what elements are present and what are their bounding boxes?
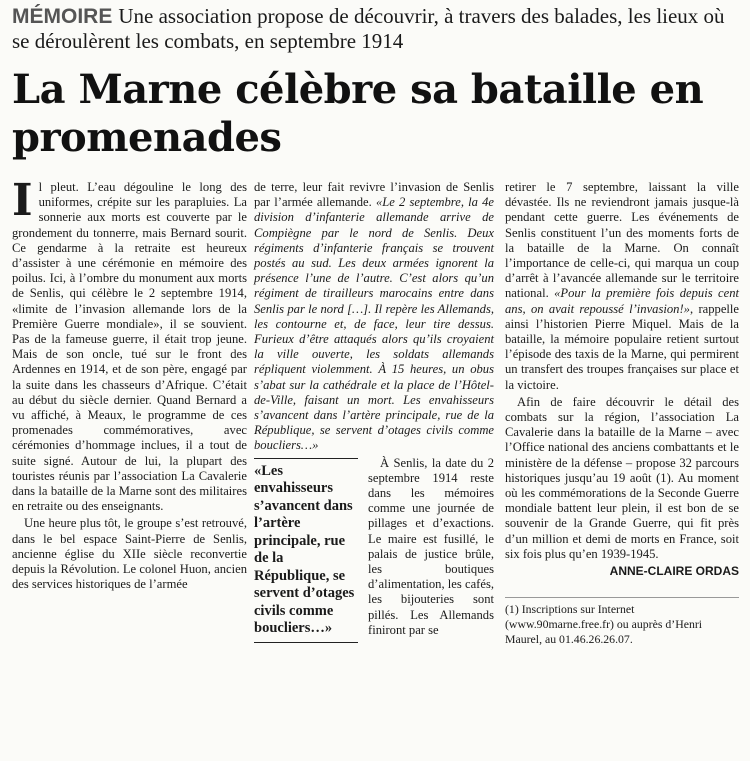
column-1 [12,175,247,594]
pull-quote: «Les envahisseurs s’avancent dans l’artère principale, rue de la République, se servent d’otages civils comme boucliers…» [254,458,358,643]
col3-quote: «Pour la première fois depuis cent ans, on avait repoussé l’invasion!» [505,286,739,316]
col2-text: de terre, leur fait revivre l’invasion de Senlis par l’armée allemande. [254,180,494,210]
author-signature: ANNE-CLAIRE ORDAS [609,564,739,579]
col2-italic-quote: «Le 2 septembre, la 4e division d’infanterie allemande arrive de Compiègne par le nord de Senlis. Deux régiments d’infanterie français se trouvent postés au sud. Les deux armées ignorent la présence l’une de l’autre. C’est alors qu’un régiment de tirailleurs marocains entre dans Senlis par le nord […]. Il repère les Allemands, les contourne et, de face, leur tire dessus. Furieux d’être attaqués alors qu’ils croyaient la ville ouverte, les soldats allemands répliquent violemment. À 15 heures, un obus s’abat sur la cathédrale et la place de l’Hôtel-de-Ville, faisant un mort. Les envahisseurs s’avancent dans l’artère principale, rue de la République, se servent d’otages civils comme boucliers…» [254,195,495,453]
footnote: (1) Inscriptions sur Internet (www.90marne.free.fr) ou auprès d’Henri Maurel, au 01.46.26.26.07. [505,597,739,647]
col1-paragraph-1 [12,175,247,514]
column-2 [254,180,494,647]
col2-paragraph-1 [254,180,494,454]
col3-text-end: , rappelle ainsi l’historien Pierre Miquel. Mais de la bataille, la mémoire populaire retient surtout l’épisode des taxis de la Marne, qui permirent un transfert des troupes françaises sur place et la victoire. [505,301,739,392]
column-3 [505,180,739,647]
kicker [12,4,740,53]
col1-text: l pleut. L’eau dégouline le long des uniformes, crépite sur les parapluies. La sonnerie aux morts est couverte par le grondement du tonnerre, mais Bernard sourit. Ce gendarme à la retraite est heureux d’assister à une cérémonie en mémoire des poilus. Ici, à l’ombre du monument aux morts de Senlis, qui célèbre le 2 septembre 1914, [12,180,247,301]
col3-text: retirer le 7 septembre, laissant la ville dévastée. Ils ne reviendront jamais jusque-là pendant cette guerre. Les événements de Senlis constituent l’un des moments forts de la bataille de la Marne. On connaît l’importance de celle-ci, qui marqua un coup d’arrêt à l’avancée allemande sur le territoire national. [505,180,739,301]
kicker-text: Une association propose de découvrir, à travers des balades, les lieux où se déroulèrent les combats, en septembre 1914 [12,4,725,53]
col3-paragraph-2: Afin de faire découvrir le détail des combats sur la région, l’association La Cavalerie dans la bataille de la Marne – avec l’Office national des anciens combattants et le ministère de la défense – propose 32 parcours historiques jusqu’au 19 août (1). Au moment où les commémorations de la Seconde Guerre mondiale battent leur plein, il est bon de se souvenir de la Grande Guerre, qui fit près d’un million et demi de morts en France, soit six fois plus qu’en 1939-1945. [505,394,739,561]
col2-paragraph-2: À Senlis, la date du 2 septembre 1914 reste dans les mémoires comme une journée de pillages et d’exactions. Le maire est fusillé, le palais de justice brûle, les boutiques d’alimentation, les cafés, les bijouteries sont pillés. Les Allemands finiront par se [368,455,494,637]
headline: La Marne célèbre sa bataille en promenades [12,66,704,161]
drop-cap: I [12,175,33,226]
col3-paragraph-1 [505,180,739,393]
col1-quote: «limite de l’invasion allemande lors de la Première Guerre mondiale» [12,301,247,331]
col1-text-end: , il se souvient. Pas de la fameuse guerre, il était trop jeune. Mais de son oncle, tué sur le front des Ardennes en 1914, et de son père, engagé par la suite dans les chasseurs d’Afrique. C’était au début du siècle dernier. Quand Bernard a vu affiché, à Meaux, le programme de ces promenades commémoratives, avec cérémonies d’hommage inclues, il a tout de suite signé. Autour de lui, la plupart des touristes réunis par l’association La Cavalerie dans la bataille de la Marne sont des militaires en retraite ou des enseignants. [12,316,247,514]
kicker-label: MÉMOIRE [12,5,113,28]
col1-paragraph-2: Une heure plus tôt, le groupe s’est retrouvé, dans le bel espace Saint-Pierre de Senlis, ancienne église du XIIe siècle reconvertie depuis la Révolution. Le colonel Huon, ancien des services historiques de l’armée [12,516,247,592]
